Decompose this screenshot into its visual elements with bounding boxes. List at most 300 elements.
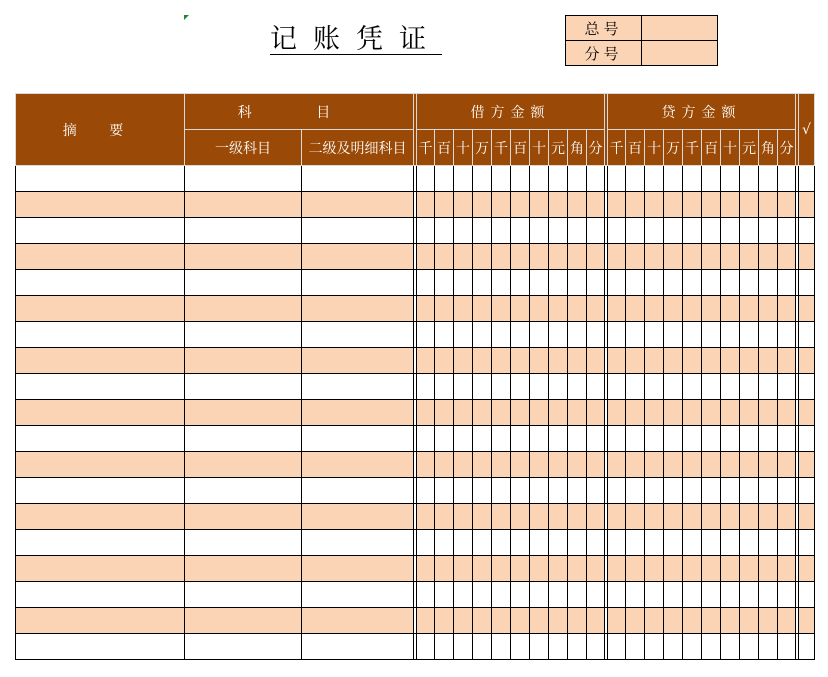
debit-digit-cell[interactable]	[435, 400, 454, 426]
check-cell[interactable]	[799, 244, 815, 270]
credit-digit-cell[interactable]	[626, 296, 645, 322]
debit-digit-cell[interactable]	[568, 556, 587, 582]
credit-digit-cell[interactable]	[778, 556, 796, 582]
debit-digit-cell[interactable]	[454, 374, 473, 400]
credit-digit-cell[interactable]	[721, 270, 740, 296]
debit-digit-cell[interactable]	[473, 400, 492, 426]
credit-digit-cell[interactable]	[740, 374, 759, 400]
level1-subject-cell[interactable]	[185, 504, 302, 530]
debit-digit-cell[interactable]	[435, 322, 454, 348]
level2-subject-cell[interactable]	[302, 192, 414, 218]
debit-digit-cell[interactable]	[454, 244, 473, 270]
credit-digit-cell[interactable]	[759, 348, 778, 374]
credit-digit-cell[interactable]	[608, 478, 626, 504]
level2-subject-cell[interactable]	[302, 322, 414, 348]
debit-digit-cell[interactable]	[454, 452, 473, 478]
level2-subject-cell[interactable]	[302, 218, 414, 244]
debit-digit-cell[interactable]	[454, 218, 473, 244]
summary-cell[interactable]	[16, 348, 185, 374]
credit-digit-cell[interactable]	[702, 348, 721, 374]
debit-digit-cell[interactable]	[435, 374, 454, 400]
credit-digit-cell[interactable]	[759, 296, 778, 322]
credit-digit-cell[interactable]	[740, 452, 759, 478]
credit-digit-cell[interactable]	[664, 348, 683, 374]
debit-digit-cell[interactable]	[435, 504, 454, 530]
debit-digit-cell[interactable]	[492, 348, 511, 374]
debit-digit-cell[interactable]	[492, 270, 511, 296]
debit-digit-cell[interactable]	[492, 244, 511, 270]
debit-digit-cell[interactable]	[511, 426, 530, 452]
debit-digit-cell[interactable]	[587, 634, 605, 660]
credit-digit-cell[interactable]	[778, 634, 796, 660]
credit-digit-cell[interactable]	[721, 322, 740, 348]
debit-digit-cell[interactable]	[417, 244, 435, 270]
credit-digit-cell[interactable]	[626, 192, 645, 218]
debit-digit-cell[interactable]	[511, 348, 530, 374]
debit-digit-cell[interactable]	[568, 348, 587, 374]
credit-digit-cell[interactable]	[608, 296, 626, 322]
credit-digit-cell[interactable]	[683, 192, 702, 218]
credit-digit-cell[interactable]	[645, 348, 664, 374]
debit-digit-cell[interactable]	[568, 634, 587, 660]
credit-digit-cell[interactable]	[759, 478, 778, 504]
debit-digit-cell[interactable]	[492, 322, 511, 348]
credit-digit-cell[interactable]	[778, 166, 796, 192]
debit-digit-cell[interactable]	[417, 400, 435, 426]
credit-digit-cell[interactable]	[645, 426, 664, 452]
summary-cell[interactable]	[16, 634, 185, 660]
level1-subject-cell[interactable]	[185, 400, 302, 426]
level1-subject-cell[interactable]	[185, 166, 302, 192]
credit-digit-cell[interactable]	[608, 400, 626, 426]
credit-digit-cell[interactable]	[702, 634, 721, 660]
level2-subject-cell[interactable]	[302, 478, 414, 504]
summary-cell[interactable]	[16, 322, 185, 348]
credit-digit-cell[interactable]	[702, 322, 721, 348]
summary-cell[interactable]	[16, 374, 185, 400]
level2-subject-cell[interactable]	[302, 634, 414, 660]
debit-digit-cell[interactable]	[473, 556, 492, 582]
credit-digit-cell[interactable]	[645, 374, 664, 400]
debit-digit-cell[interactable]	[417, 530, 435, 556]
debit-digit-cell[interactable]	[435, 452, 454, 478]
credit-digit-cell[interactable]	[702, 452, 721, 478]
summary-cell[interactable]	[16, 478, 185, 504]
credit-digit-cell[interactable]	[740, 322, 759, 348]
sub-number-field[interactable]	[642, 41, 718, 66]
level2-subject-cell[interactable]	[302, 504, 414, 530]
debit-digit-cell[interactable]	[511, 270, 530, 296]
summary-cell[interactable]	[16, 504, 185, 530]
debit-digit-cell[interactable]	[454, 530, 473, 556]
credit-digit-cell[interactable]	[683, 582, 702, 608]
credit-digit-cell[interactable]	[683, 478, 702, 504]
debit-digit-cell[interactable]	[435, 218, 454, 244]
level2-subject-cell[interactable]	[302, 530, 414, 556]
credit-digit-cell[interactable]	[645, 582, 664, 608]
level1-subject-cell[interactable]	[185, 556, 302, 582]
summary-cell[interactable]	[16, 296, 185, 322]
credit-digit-cell[interactable]	[626, 400, 645, 426]
debit-digit-cell[interactable]	[587, 478, 605, 504]
credit-digit-cell[interactable]	[645, 270, 664, 296]
credit-digit-cell[interactable]	[702, 556, 721, 582]
credit-digit-cell[interactable]	[702, 478, 721, 504]
level2-subject-cell[interactable]	[302, 166, 414, 192]
check-cell[interactable]	[799, 218, 815, 244]
debit-digit-cell[interactable]	[568, 322, 587, 348]
credit-digit-cell[interactable]	[778, 426, 796, 452]
debit-digit-cell[interactable]	[530, 426, 549, 452]
level2-subject-cell[interactable]	[302, 348, 414, 374]
check-cell[interactable]	[799, 192, 815, 218]
credit-digit-cell[interactable]	[608, 166, 626, 192]
debit-digit-cell[interactable]	[435, 166, 454, 192]
credit-digit-cell[interactable]	[608, 452, 626, 478]
debit-digit-cell[interactable]	[587, 556, 605, 582]
credit-digit-cell[interactable]	[626, 244, 645, 270]
credit-digit-cell[interactable]	[759, 530, 778, 556]
credit-digit-cell[interactable]	[740, 530, 759, 556]
credit-digit-cell[interactable]	[759, 608, 778, 634]
credit-digit-cell[interactable]	[702, 374, 721, 400]
level1-subject-cell[interactable]	[185, 244, 302, 270]
credit-digit-cell[interactable]	[740, 270, 759, 296]
debit-digit-cell[interactable]	[417, 218, 435, 244]
debit-digit-cell[interactable]	[492, 478, 511, 504]
debit-digit-cell[interactable]	[549, 634, 568, 660]
credit-digit-cell[interactable]	[759, 634, 778, 660]
credit-digit-cell[interactable]	[645, 322, 664, 348]
debit-digit-cell[interactable]	[454, 322, 473, 348]
credit-digit-cell[interactable]	[759, 426, 778, 452]
credit-digit-cell[interactable]	[702, 530, 721, 556]
credit-digit-cell[interactable]	[721, 244, 740, 270]
credit-digit-cell[interactable]	[683, 608, 702, 634]
credit-digit-cell[interactable]	[721, 192, 740, 218]
credit-digit-cell[interactable]	[702, 400, 721, 426]
debit-digit-cell[interactable]	[473, 608, 492, 634]
debit-digit-cell[interactable]	[549, 504, 568, 530]
debit-digit-cell[interactable]	[568, 244, 587, 270]
check-cell[interactable]	[799, 270, 815, 296]
credit-digit-cell[interactable]	[759, 556, 778, 582]
debit-digit-cell[interactable]	[417, 634, 435, 660]
credit-digit-cell[interactable]	[664, 608, 683, 634]
debit-digit-cell[interactable]	[549, 192, 568, 218]
debit-digit-cell[interactable]	[587, 426, 605, 452]
credit-digit-cell[interactable]	[702, 218, 721, 244]
debit-digit-cell[interactable]	[511, 582, 530, 608]
debit-digit-cell[interactable]	[454, 634, 473, 660]
credit-digit-cell[interactable]	[759, 582, 778, 608]
credit-digit-cell[interactable]	[683, 348, 702, 374]
debit-digit-cell[interactable]	[511, 166, 530, 192]
debit-digit-cell[interactable]	[587, 608, 605, 634]
credit-digit-cell[interactable]	[645, 556, 664, 582]
credit-digit-cell[interactable]	[778, 374, 796, 400]
debit-digit-cell[interactable]	[530, 556, 549, 582]
debit-digit-cell[interactable]	[587, 192, 605, 218]
check-cell[interactable]	[799, 322, 815, 348]
credit-digit-cell[interactable]	[626, 166, 645, 192]
credit-digit-cell[interactable]	[759, 504, 778, 530]
debit-digit-cell[interactable]	[417, 608, 435, 634]
level2-subject-cell[interactable]	[302, 608, 414, 634]
credit-digit-cell[interactable]	[626, 504, 645, 530]
credit-digit-cell[interactable]	[740, 634, 759, 660]
debit-digit-cell[interactable]	[473, 166, 492, 192]
debit-digit-cell[interactable]	[473, 634, 492, 660]
check-cell[interactable]	[799, 452, 815, 478]
credit-digit-cell[interactable]	[683, 296, 702, 322]
credit-digit-cell[interactable]	[778, 530, 796, 556]
credit-digit-cell[interactable]	[664, 218, 683, 244]
debit-digit-cell[interactable]	[511, 504, 530, 530]
credit-digit-cell[interactable]	[721, 218, 740, 244]
debit-digit-cell[interactable]	[530, 270, 549, 296]
credit-digit-cell[interactable]	[664, 296, 683, 322]
credit-digit-cell[interactable]	[664, 270, 683, 296]
credit-digit-cell[interactable]	[664, 634, 683, 660]
debit-digit-cell[interactable]	[435, 348, 454, 374]
credit-digit-cell[interactable]	[608, 244, 626, 270]
check-cell[interactable]	[799, 166, 815, 192]
level2-subject-cell[interactable]	[302, 270, 414, 296]
credit-digit-cell[interactable]	[740, 166, 759, 192]
debit-digit-cell[interactable]	[473, 478, 492, 504]
credit-digit-cell[interactable]	[645, 478, 664, 504]
credit-digit-cell[interactable]	[683, 166, 702, 192]
credit-digit-cell[interactable]	[702, 244, 721, 270]
credit-digit-cell[interactable]	[626, 270, 645, 296]
credit-digit-cell[interactable]	[645, 530, 664, 556]
debit-digit-cell[interactable]	[511, 322, 530, 348]
debit-digit-cell[interactable]	[530, 192, 549, 218]
credit-digit-cell[interactable]	[664, 504, 683, 530]
debit-digit-cell[interactable]	[492, 218, 511, 244]
debit-digit-cell[interactable]	[417, 192, 435, 218]
credit-digit-cell[interactable]	[778, 244, 796, 270]
credit-digit-cell[interactable]	[759, 400, 778, 426]
credit-digit-cell[interactable]	[683, 218, 702, 244]
credit-digit-cell[interactable]	[608, 634, 626, 660]
level1-subject-cell[interactable]	[185, 192, 302, 218]
debit-digit-cell[interactable]	[435, 634, 454, 660]
credit-digit-cell[interactable]	[759, 322, 778, 348]
credit-digit-cell[interactable]	[721, 166, 740, 192]
credit-digit-cell[interactable]	[608, 582, 626, 608]
credit-digit-cell[interactable]	[721, 608, 740, 634]
level2-subject-cell[interactable]	[302, 556, 414, 582]
credit-digit-cell[interactable]	[683, 244, 702, 270]
debit-digit-cell[interactable]	[511, 452, 530, 478]
credit-digit-cell[interactable]	[721, 374, 740, 400]
credit-digit-cell[interactable]	[778, 478, 796, 504]
debit-digit-cell[interactable]	[568, 504, 587, 530]
debit-digit-cell[interactable]	[568, 374, 587, 400]
debit-digit-cell[interactable]	[530, 218, 549, 244]
credit-digit-cell[interactable]	[702, 296, 721, 322]
credit-digit-cell[interactable]	[645, 400, 664, 426]
credit-digit-cell[interactable]	[626, 582, 645, 608]
summary-cell[interactable]	[16, 218, 185, 244]
debit-digit-cell[interactable]	[530, 478, 549, 504]
credit-digit-cell[interactable]	[740, 582, 759, 608]
credit-digit-cell[interactable]	[626, 218, 645, 244]
credit-digit-cell[interactable]	[778, 452, 796, 478]
credit-digit-cell[interactable]	[702, 166, 721, 192]
debit-digit-cell[interactable]	[492, 192, 511, 218]
debit-digit-cell[interactable]	[435, 270, 454, 296]
debit-digit-cell[interactable]	[530, 244, 549, 270]
credit-digit-cell[interactable]	[740, 504, 759, 530]
debit-digit-cell[interactable]	[530, 166, 549, 192]
credit-digit-cell[interactable]	[664, 530, 683, 556]
debit-digit-cell[interactable]	[587, 296, 605, 322]
debit-digit-cell[interactable]	[473, 426, 492, 452]
debit-digit-cell[interactable]	[473, 348, 492, 374]
credit-digit-cell[interactable]	[702, 192, 721, 218]
credit-digit-cell[interactable]	[608, 322, 626, 348]
credit-digit-cell[interactable]	[608, 374, 626, 400]
credit-digit-cell[interactable]	[608, 426, 626, 452]
debit-digit-cell[interactable]	[417, 478, 435, 504]
credit-digit-cell[interactable]	[721, 400, 740, 426]
credit-digit-cell[interactable]	[778, 296, 796, 322]
debit-digit-cell[interactable]	[587, 244, 605, 270]
debit-digit-cell[interactable]	[587, 218, 605, 244]
check-cell[interactable]	[799, 634, 815, 660]
debit-digit-cell[interactable]	[492, 634, 511, 660]
credit-digit-cell[interactable]	[608, 530, 626, 556]
credit-digit-cell[interactable]	[759, 452, 778, 478]
credit-digit-cell[interactable]	[645, 634, 664, 660]
summary-cell[interactable]	[16, 426, 185, 452]
debit-digit-cell[interactable]	[530, 634, 549, 660]
level1-subject-cell[interactable]	[185, 270, 302, 296]
credit-digit-cell[interactable]	[778, 348, 796, 374]
credit-digit-cell[interactable]	[664, 374, 683, 400]
debit-digit-cell[interactable]	[492, 608, 511, 634]
credit-digit-cell[interactable]	[721, 504, 740, 530]
level1-subject-cell[interactable]	[185, 452, 302, 478]
credit-digit-cell[interactable]	[664, 556, 683, 582]
debit-digit-cell[interactable]	[473, 244, 492, 270]
summary-cell[interactable]	[16, 166, 185, 192]
debit-digit-cell[interactable]	[492, 530, 511, 556]
debit-digit-cell[interactable]	[492, 504, 511, 530]
summary-cell[interactable]	[16, 270, 185, 296]
debit-digit-cell[interactable]	[549, 426, 568, 452]
credit-digit-cell[interactable]	[683, 322, 702, 348]
level2-subject-cell[interactable]	[302, 582, 414, 608]
debit-digit-cell[interactable]	[511, 478, 530, 504]
debit-digit-cell[interactable]	[549, 582, 568, 608]
debit-digit-cell[interactable]	[530, 400, 549, 426]
debit-digit-cell[interactable]	[435, 244, 454, 270]
check-cell[interactable]	[799, 530, 815, 556]
credit-digit-cell[interactable]	[778, 608, 796, 634]
debit-digit-cell[interactable]	[587, 452, 605, 478]
credit-digit-cell[interactable]	[721, 556, 740, 582]
check-cell[interactable]	[799, 504, 815, 530]
credit-digit-cell[interactable]	[626, 634, 645, 660]
summary-cell[interactable]	[16, 452, 185, 478]
debit-digit-cell[interactable]	[435, 426, 454, 452]
debit-digit-cell[interactable]	[549, 348, 568, 374]
credit-digit-cell[interactable]	[645, 166, 664, 192]
debit-digit-cell[interactable]	[435, 608, 454, 634]
debit-digit-cell[interactable]	[587, 270, 605, 296]
debit-digit-cell[interactable]	[549, 166, 568, 192]
debit-digit-cell[interactable]	[473, 582, 492, 608]
credit-digit-cell[interactable]	[702, 504, 721, 530]
debit-digit-cell[interactable]	[473, 322, 492, 348]
debit-digit-cell[interactable]	[417, 348, 435, 374]
debit-digit-cell[interactable]	[435, 530, 454, 556]
debit-digit-cell[interactable]	[492, 556, 511, 582]
credit-digit-cell[interactable]	[683, 270, 702, 296]
debit-digit-cell[interactable]	[417, 270, 435, 296]
credit-digit-cell[interactable]	[702, 426, 721, 452]
check-cell[interactable]	[799, 608, 815, 634]
credit-digit-cell[interactable]	[664, 582, 683, 608]
debit-digit-cell[interactable]	[417, 166, 435, 192]
credit-digit-cell[interactable]	[664, 322, 683, 348]
credit-digit-cell[interactable]	[778, 218, 796, 244]
credit-digit-cell[interactable]	[683, 374, 702, 400]
credit-digit-cell[interactable]	[759, 218, 778, 244]
debit-digit-cell[interactable]	[417, 582, 435, 608]
debit-digit-cell[interactable]	[587, 322, 605, 348]
credit-digit-cell[interactable]	[608, 556, 626, 582]
debit-digit-cell[interactable]	[511, 192, 530, 218]
credit-digit-cell[interactable]	[759, 166, 778, 192]
debit-digit-cell[interactable]	[492, 166, 511, 192]
level2-subject-cell[interactable]	[302, 296, 414, 322]
debit-digit-cell[interactable]	[435, 296, 454, 322]
summary-cell[interactable]	[16, 400, 185, 426]
level2-subject-cell[interactable]	[302, 244, 414, 270]
debit-digit-cell[interactable]	[549, 400, 568, 426]
credit-digit-cell[interactable]	[721, 426, 740, 452]
debit-digit-cell[interactable]	[454, 192, 473, 218]
credit-digit-cell[interactable]	[664, 426, 683, 452]
debit-digit-cell[interactable]	[454, 556, 473, 582]
debit-digit-cell[interactable]	[568, 270, 587, 296]
debit-digit-cell[interactable]	[530, 530, 549, 556]
summary-cell[interactable]	[16, 556, 185, 582]
level1-subject-cell[interactable]	[185, 582, 302, 608]
summary-cell[interactable]	[16, 530, 185, 556]
level1-subject-cell[interactable]	[185, 374, 302, 400]
credit-digit-cell[interactable]	[683, 426, 702, 452]
credit-digit-cell[interactable]	[683, 634, 702, 660]
debit-digit-cell[interactable]	[530, 452, 549, 478]
level2-subject-cell[interactable]	[302, 374, 414, 400]
debit-digit-cell[interactable]	[511, 608, 530, 634]
credit-digit-cell[interactable]	[759, 192, 778, 218]
debit-digit-cell[interactable]	[549, 218, 568, 244]
debit-digit-cell[interactable]	[435, 192, 454, 218]
summary-cell[interactable]	[16, 608, 185, 634]
level1-subject-cell[interactable]	[185, 218, 302, 244]
debit-digit-cell[interactable]	[587, 374, 605, 400]
credit-digit-cell[interactable]	[664, 166, 683, 192]
credit-digit-cell[interactable]	[740, 244, 759, 270]
debit-digit-cell[interactable]	[473, 192, 492, 218]
